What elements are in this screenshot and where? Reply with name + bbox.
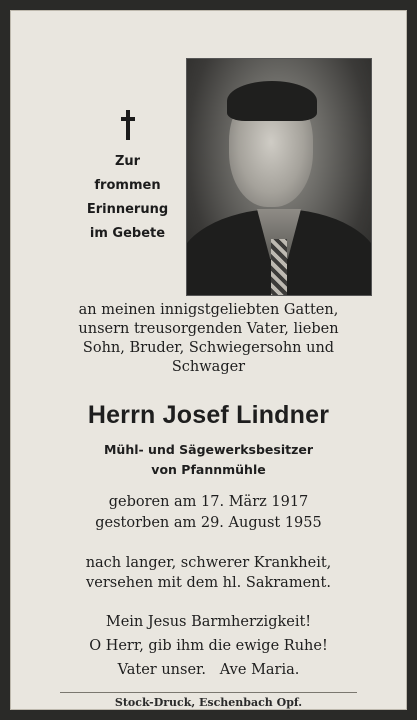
memorial-card	[10, 10, 407, 710]
death-date: gestorben am 29. August 1955	[95, 515, 322, 531]
remembrance-text	[70, 150, 185, 246]
prayer-line: Mein Jesus Barmherzigkeit!	[105, 614, 312, 630]
occupation-text	[30, 440, 387, 480]
printer-credit: Stock-Druck, Eschenbach Opf.	[114, 696, 303, 709]
deceased-name: Herrn Josef Lindner	[87, 401, 330, 429]
remembrance-line: Erinnerung	[86, 202, 169, 217]
remembrance-line: frommen	[94, 178, 161, 193]
dedication-line: Sohn, Bruder, Schwiegersohn und	[82, 340, 335, 356]
illness-line: versehen mit dem hl. Sakrament.	[86, 575, 331, 591]
remembrance-line: Zur	[114, 154, 141, 169]
life-dates	[30, 492, 387, 534]
remembrance-line: im Gebete	[89, 226, 166, 241]
dedication-line: an meinen innigstgeliebten Gatten,	[78, 302, 339, 318]
dedication-line: Schwager	[171, 359, 246, 375]
cross-icon	[121, 110, 135, 140]
birth-date: geboren am 17. März 1917	[108, 494, 309, 510]
prayer-text	[30, 610, 387, 682]
occupation-line: von Pfannmühle	[151, 462, 266, 477]
illness-text	[30, 553, 387, 593]
prayer-line: O Herr, gib ihm die ewige Ruhe!	[89, 638, 328, 654]
dedication-text	[30, 301, 387, 377]
illness-line: nach langer, schwerer Krankheit,	[85, 555, 332, 571]
occupation-line: Mühl- und Sägewerksbesitzer	[103, 442, 313, 457]
portrait-photo	[186, 58, 372, 296]
dedication-line: unsern treusorgenden Vater, lieben	[78, 321, 339, 337]
divider	[60, 692, 357, 693]
prayer-line: Vater unser. Ave Maria.	[117, 662, 300, 678]
